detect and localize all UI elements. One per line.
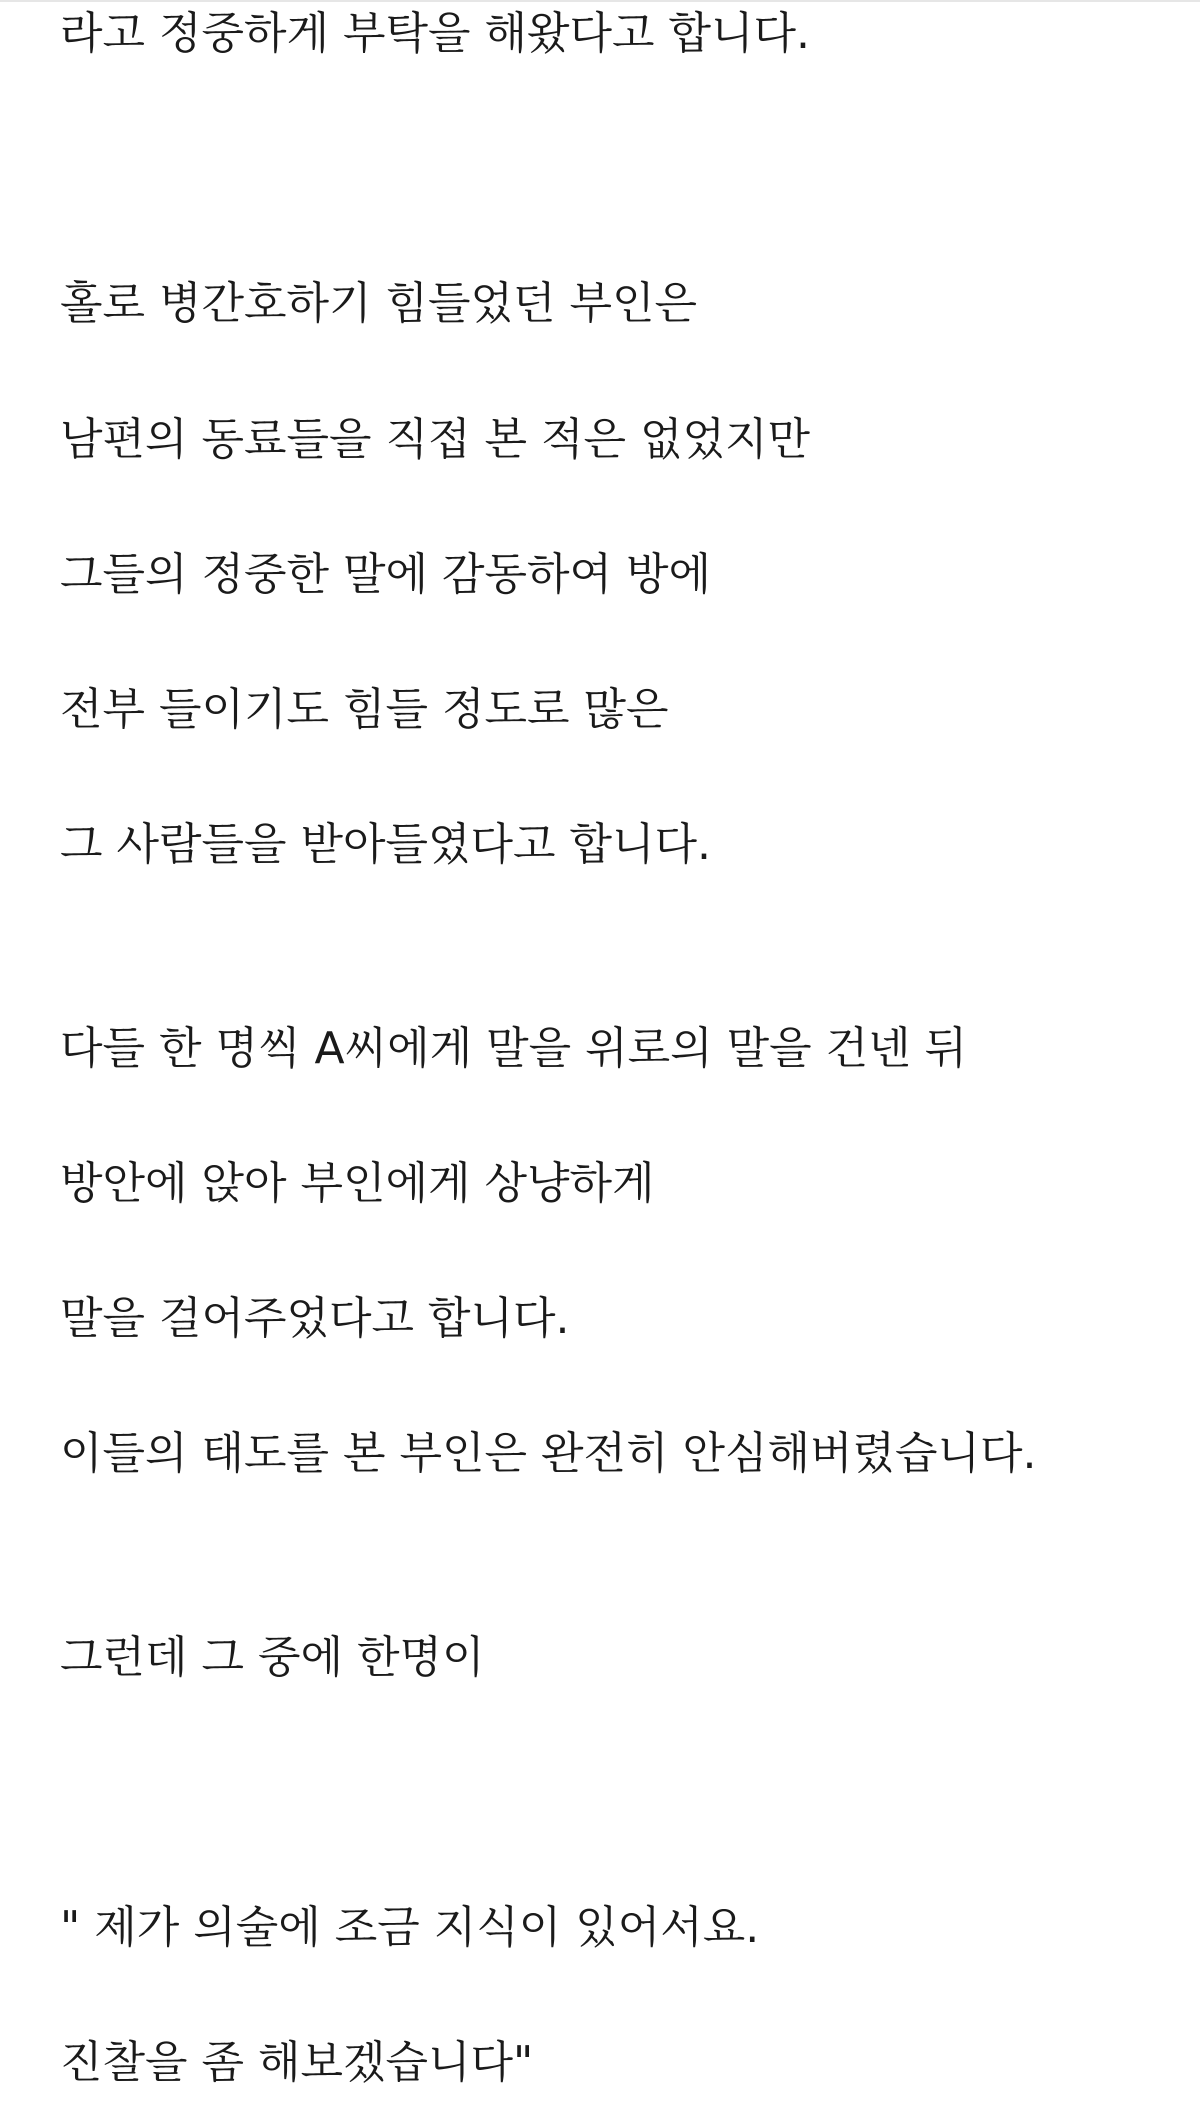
paragraph-line-3: 남편의 동료들을 직접 본 적은 없었지만 [60,414,810,465]
paragraph-line-2: 홀로 병간호하기 힘들었던 부인은 [60,278,698,329]
paragraph-line-12: " 제가 의술에 조금 지식이 있어서요. [60,1902,760,1953]
paragraph-line-4: 그들의 정중한 말에 감동하여 방에 [60,549,711,600]
paragraph-line-5: 전부 들이기도 힘들 정도로 많은 [60,684,669,735]
paragraph-line-6: 그 사람들을 받아들였다고 합니다. [60,819,711,870]
paragraph-line-11: 그런데 그 중에 한명이 [60,1632,485,1683]
paragraph-line-1: 라고 정중하게 부탁을 해왔다고 합니다. [60,8,810,59]
paragraph-line-8: 방안에 앉아 부인에게 상냥하게 [60,1158,655,1209]
paragraph-line-10: 이들의 태도를 본 부인은 완전히 안심해버렸습니다. [60,1428,1037,1479]
paragraph-line-13: 진찰을 좀 해보겠습니다" [60,2037,534,2088]
paragraph-line-7: 다들 한 명씩 A씨에게 말을 위로의 말을 건넨 뒤 [60,1023,968,1074]
paragraph-line-9: 말을 걸어주었다고 합니다. [60,1293,570,1344]
